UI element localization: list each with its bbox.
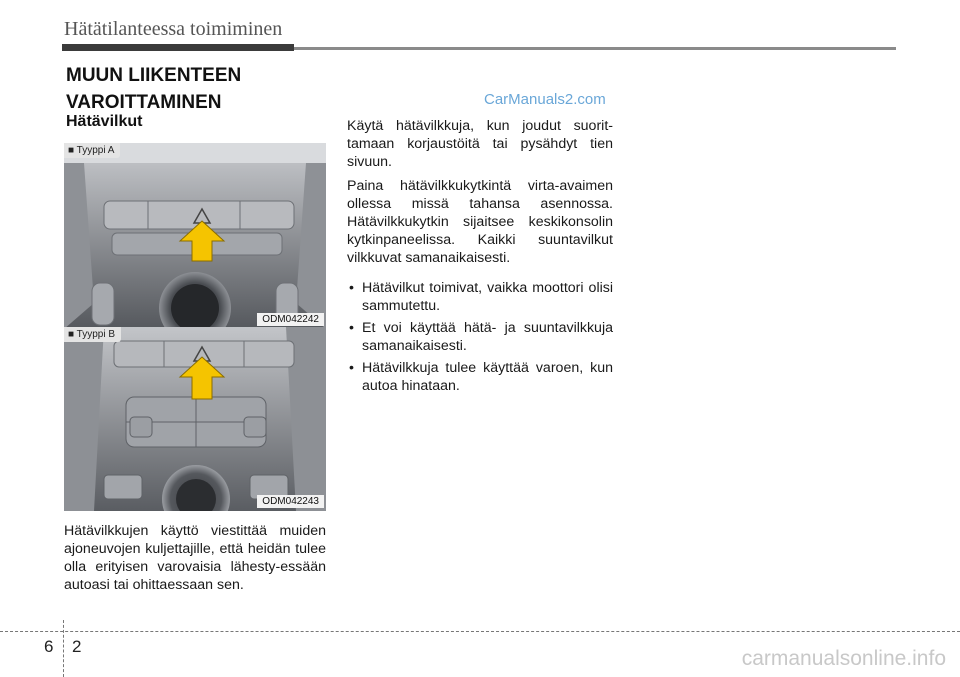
- left-paragraph: Hätävilkkujen käyttö viestittää muiden ajoneuvojen kuljettajille, että heidän tulee olla erityisen varovaisia lähesty-essään autoasi tai ohittaessaan sen.: [64, 523, 326, 593]
- right-paragraph: Paina hätävilkkukytkintä virta-avaimen ollessa missä tahansa asennossa. Hätävilkkukytkin sijaitsee keskikonsolin kytkinpaneelissa. Kaikki suuntavilkut vilkkuvat samanaikaisesti.: [347, 178, 613, 266]
- figure-tag-label: Tyyppi A: [76, 145, 115, 156]
- watermark-top: CarManuals2.com: [484, 91, 606, 108]
- footer-chapter-number: 6: [44, 637, 54, 656]
- right-paragraph: Käytä hätävilkkuja, kun joudut suorit-tamaan korjaustöitä tai pysähdyt tien sivuun.: [347, 118, 613, 170]
- figure-code: ODM042243: [257, 495, 324, 508]
- header-rule-dark: [62, 44, 294, 51]
- list-item-text: Hätävilkkuja tulee käyttää varoen, kun autoa hinataan.: [362, 360, 613, 394]
- footer-vertical-divider: [63, 620, 64, 677]
- right-column: [347, 117, 613, 399]
- list-item: [347, 279, 613, 315]
- bullet-dot-icon: •: [349, 320, 354, 336]
- hazard-switch-panel-a-illustration: [64, 143, 326, 329]
- list-item: [347, 319, 613, 355]
- figure-tag-label: Tyyppi B: [76, 329, 116, 340]
- bullet-dot-icon: •: [349, 280, 354, 296]
- hazard-switch-panel-b-illustration: [64, 327, 326, 511]
- section-subtitle: Hätävilkut: [66, 113, 143, 130]
- figure-code: ODM042242: [257, 313, 324, 326]
- list-item-text: Et voi käyttää hätä- ja suuntavilkkuja samanaikaisesti.: [362, 320, 613, 354]
- section-title-line2: VAROITTAMINEN: [66, 92, 222, 113]
- bullet-dot-icon: •: [349, 360, 354, 376]
- figure-type-a: [64, 143, 326, 329]
- bullet-list: [347, 279, 613, 395]
- chapter-title: Hätätilanteessa toimiminen: [64, 18, 283, 40]
- square-bullet-icon: ■: [68, 145, 75, 156]
- figure-type-b: [64, 327, 326, 511]
- square-bullet-icon: ■: [68, 329, 75, 340]
- footer-divider: [0, 631, 960, 632]
- section-title: [66, 62, 241, 116]
- footer-page-number: 2: [72, 637, 82, 656]
- list-item-text: Hätävilkut toimivat, vaikka moottori olisi sammutettu.: [362, 280, 613, 314]
- section-title-line1: MUUN LIIKENTEEN: [66, 65, 242, 86]
- figure-tag: [64, 143, 120, 158]
- list-item: [347, 359, 613, 395]
- watermark-bottom: carmanualsonline.info: [741, 647, 946, 670]
- header-rule-light: [294, 47, 896, 50]
- figure-tag: [64, 327, 121, 342]
